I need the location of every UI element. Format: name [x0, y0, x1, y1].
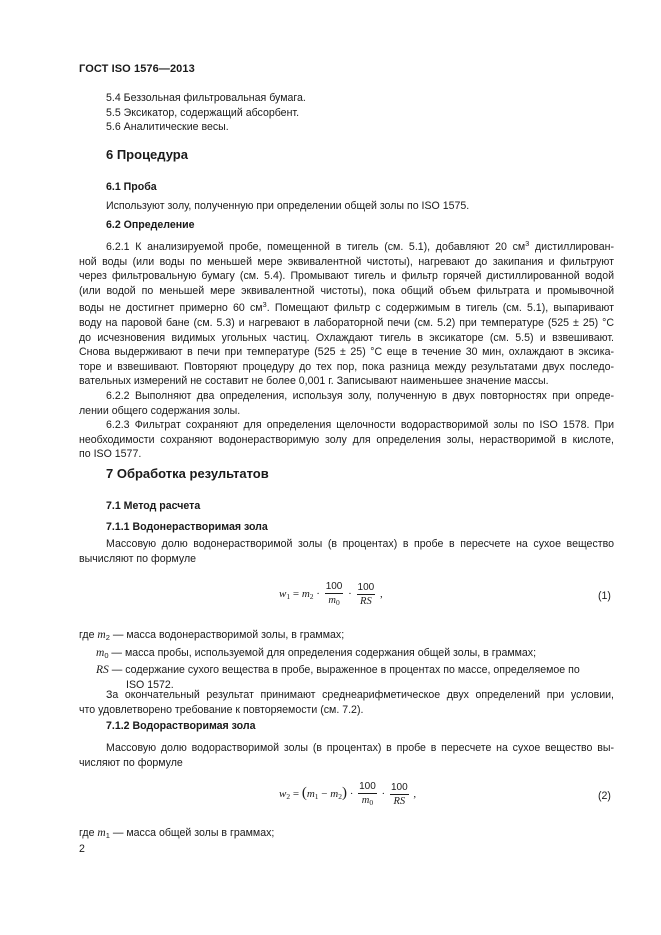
- eq-fraction: [325, 580, 344, 609]
- eq-numerator: 100: [357, 582, 375, 593]
- text-line: воду на паровой бане (см. 5.3) и нагревают в лабораторной печи (см. 5.2) при температуре (525 ± 25) °С: [79, 316, 614, 329]
- materials-list: [79, 91, 614, 135]
- equation-2-number: (2): [598, 790, 611, 802]
- eq-symbol: w: [279, 788, 287, 801]
- eq-subscript: 2: [309, 592, 314, 602]
- eq-operator: ·: [345, 588, 355, 601]
- text-line: Массовую долю водонерастворимой золы (в процентах) в пробе в пересчете на сухое вещество: [106, 538, 614, 550]
- text-line: ной воды (или воды по меньшей мере эквивалентной чистоты), нагревают до закипания и фильтруют: [79, 255, 614, 268]
- eq-operator: ·: [346, 788, 357, 801]
- eq-operator: ·: [313, 588, 323, 601]
- text-line: 6.2.3 Фильтрат сохраняют для определения щелочности водорастворимой золы по ISO 1578. При: [106, 419, 614, 432]
- eq-denominator: RS: [360, 596, 372, 607]
- superscript: 3: [262, 300, 267, 310]
- eq-numerator: 100: [390, 782, 408, 793]
- superscript: 3: [525, 239, 530, 248]
- text-run: дистиллирован-: [529, 241, 615, 253]
- text-line: Массовую долю водорастворимой золы (в процентах) в пробе в пересчете на сухое вещество вы-: [106, 742, 614, 754]
- where-item: где $m_1$ — масса общей золы в граммах;: [79, 827, 275, 840]
- text-run: 6.2.1 К анализируемой пробе, помещенной в тигель (см. 5.1), добавляют 20 см: [106, 241, 526, 253]
- final-result-text: [79, 688, 614, 717]
- text-line: по ISO 1577.: [79, 448, 142, 461]
- eq-symbol: w: [279, 588, 287, 601]
- eq-numerator: 100: [325, 581, 343, 592]
- eq-punct: ,: [377, 588, 383, 601]
- text-line: вательных измерений не составит не более 0,001 г. Записывают наименьшее значение массы.: [79, 375, 549, 388]
- paragraph-6-2-1: [79, 237, 614, 462]
- equation-2: [279, 780, 416, 809]
- text-line: числяют по формуле: [79, 756, 183, 769]
- eq-subscript: 2: [286, 792, 291, 802]
- eq-operator: ·: [378, 788, 388, 801]
- equation-1: [279, 580, 383, 609]
- text-line: через фильтровальную бумагу (см. 5.4). Промывают тигель и фильтр горячей дистиллированной водой: [79, 270, 614, 283]
- text-line: Снова выдерживают в печи при температуре (525 ± 25) °С еще в течение 30 мин, охлаждают в эксика-: [79, 346, 614, 359]
- where-item: ISO 1572.: [126, 678, 174, 691]
- eq-symbol: m: [330, 788, 339, 801]
- eq-symbol: m: [306, 788, 315, 801]
- eq-denominator: $m_0$: [328, 595, 340, 607]
- eq-denominator: $m_0$: [361, 795, 374, 807]
- eq-subscript: 1: [286, 592, 291, 602]
- document-id: ГОСТ ISO 1576—2013: [79, 63, 195, 75]
- text-line: необходимости сохраняют водонерастворимую золу для определения золы, нерастворимой в кислоте,: [79, 433, 614, 446]
- list-item: 5.6 Аналитические весы.: [106, 121, 229, 134]
- list-item: 5.4 Беззольная фильтровальная бумага.: [106, 92, 306, 104]
- section-6-2-heading: 6.2 Определение: [106, 219, 195, 231]
- where-item: $m_0$ — масса пробы, используемой для определения содержания общей золы, в граммах;: [96, 646, 537, 660]
- text-line: что удовлетворено требование к повторяемости (см. 7.2).: [79, 703, 364, 716]
- eq-symbol: m: [301, 588, 310, 601]
- text-line: 6.2.2 Выполняют два определения, используя золу, полученную в двух повторностях при опреде-: [106, 389, 614, 402]
- text-line: (или водой по меньшей мере эквивалентной чистоты), пока общий объем фильтрата и промывочной: [79, 284, 614, 297]
- eq-paren: (: [301, 785, 307, 802]
- section-7-heading: 7 Обработка результатов: [106, 466, 269, 481]
- eq-fraction: [358, 780, 377, 809]
- section-7-1-1-heading: 7.1.1 Водонерастворимая зола: [106, 521, 268, 533]
- text-line: лении общего содержания золы.: [79, 404, 241, 417]
- eq-subscript: 1: [314, 792, 319, 802]
- section-6-heading: 6 Процедура: [106, 147, 188, 162]
- list-item: 5.5 Эксикатор, содержащий абсорбент.: [106, 106, 300, 119]
- section-7-1-1-text: [79, 537, 614, 566]
- text-line: торе и взвешивают. Повторяют процедуру до тех пор, пока разница между результатами двух последо-: [79, 360, 614, 373]
- eq-fraction: [390, 781, 409, 808]
- section-7-1-heading: 7.1 Метод расчета: [106, 500, 201, 512]
- text-run: . Помещают фильтр с содержимым в тигель (см. 5.1), выпаривают: [266, 302, 614, 315]
- eq-operator: =: [290, 588, 302, 601]
- eq-subscript: 2: [338, 792, 342, 802]
- text-line: За окончательный результат принимают среднеарифметическое двух определений при условии,: [106, 689, 614, 701]
- equation-1-number: (1): [598, 590, 611, 602]
- where-item: RS — содержание сухого вещества в пробе, выраженное в процентах по массе, определяемое по: [96, 664, 580, 677]
- where-item: где $m_2$ — масса водонерастворимой золы, в граммах;: [79, 629, 345, 642]
- eq-fraction: [357, 581, 376, 608]
- text-line: до исчезновения видимых угольных частиц. Охлаждают тигель в эксикаторе (см. 5.5) и взвешивают.: [79, 331, 614, 344]
- text-run: воды не достигнет примерно 60 см: [79, 302, 263, 315]
- eq-numerator: 100: [359, 781, 376, 792]
- eq-paren: ): [341, 785, 347, 802]
- where-list-1: [79, 628, 614, 692]
- eq-operator: −: [318, 788, 331, 801]
- page-number: 2: [79, 843, 85, 855]
- section-6-1-heading: 6.1 Проба: [106, 181, 157, 193]
- eq-punct: ,: [410, 788, 417, 801]
- eq-operator: =: [290, 788, 302, 801]
- section-7-1-2-heading: 7.1.2 Водорастворимая зола: [106, 720, 256, 732]
- eq-denominator: RS: [393, 796, 406, 807]
- text-line: вычисляют по формуле: [79, 552, 197, 565]
- section-6-1-text: Используют золу, полученную при определении общей золы по ISO 1575.: [106, 200, 470, 212]
- section-7-1-2-text: [79, 741, 614, 770]
